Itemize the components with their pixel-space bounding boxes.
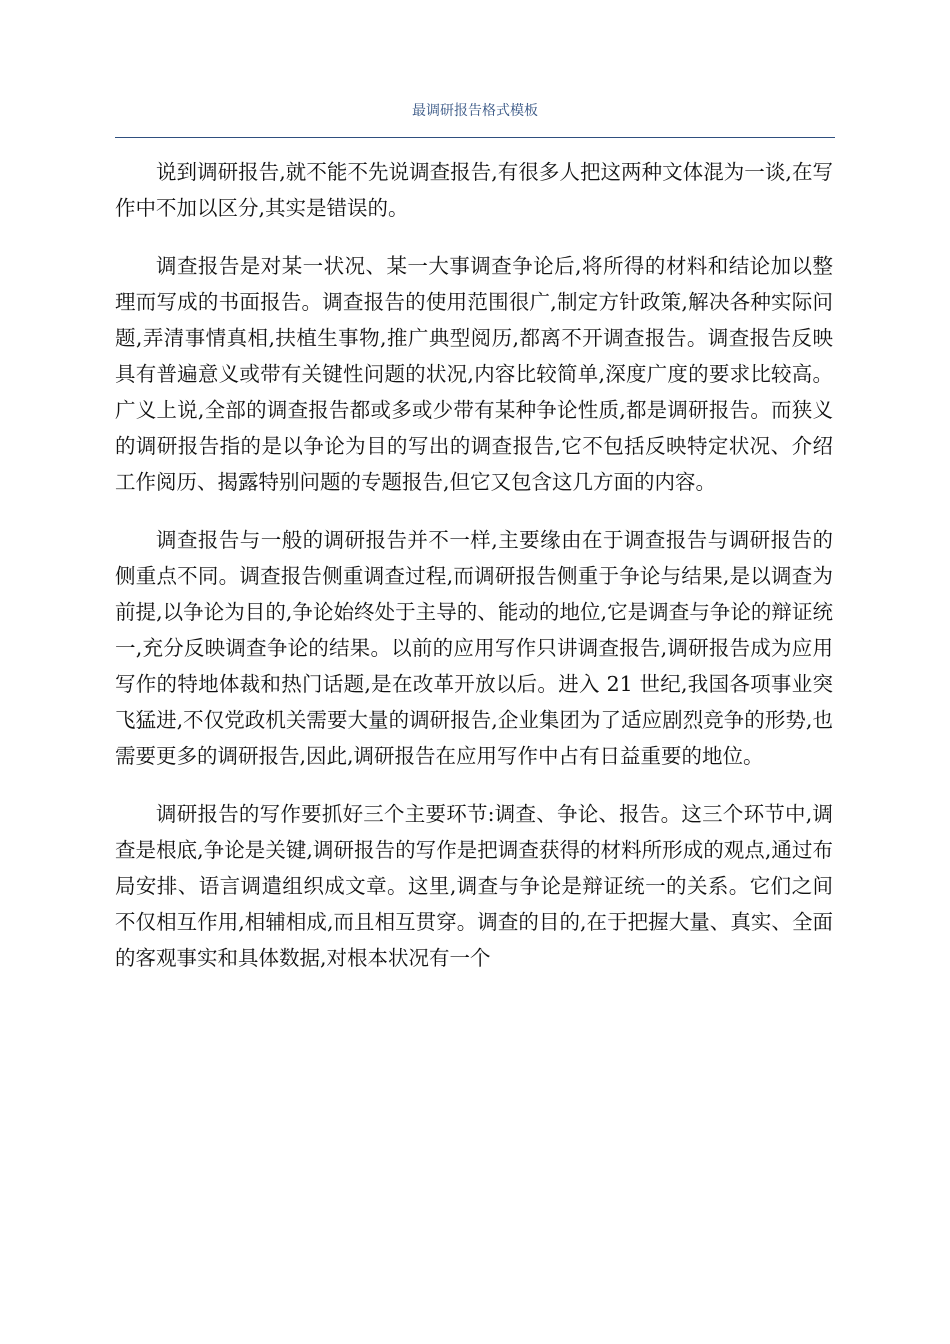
header-divider [115, 137, 835, 138]
paragraph-4: 调研报告的写作要抓好三个主要环节:调查、争论、报告。这三个环节中,调查是根底,争论是关键,调研报告的写作是把调查获得的材料所形成的观点,通过布局安排、语言调遣组织成文章。这里,调查与争论是辩证统一的关系。它们之间不仅相互作用,相辅相成,而且相互贯穿。调查的目的,在于把握大量、真实、全面的客观事实和具体数据,对根本状况有一个 [115, 802, 833, 970]
header-title: 最调研报告格式模板 [412, 103, 538, 119]
paragraph-2: 调查报告是对某一状况、某一大事调查争论后,将所得的材料和结论加以整理而写成的书面报告。调查报告的使用范围很广,制定方针政策,解决各种实际问题,弄清事情真相,扶植生事物,推广典型阅历,都离不开调查报告。调查报告反映具有普遍意义或带有关键性问题的状况,内容比较简单,深度广度的要求比较高。广义上说,全部的调查报告都或多或少带有某种争论性质,都是调研报告。而狭义的调研报告指的是以争论为目的写出的调查报告,它不包括反映特定状况、介绍工作阅历、揭露特别问题的专题报告,但它又包含这几方面的内容。 [115, 254, 833, 494]
document-body [115, 154, 833, 998]
paragraph-1: 说到调研报告,就不能不先说调查报告,有很多人把这两种文体混为一谈,在写作中不加以区分,其实是错误的。 [115, 160, 833, 220]
paragraph-3: 调查报告与一般的调研报告并不一样,主要缘由在于调查报告与调研报告的侧重点不同。调查报告侧重调查过程,而调研报告侧重于争论与结果,是以调查为前提,以争论为目的,争论始终处于主导的、能动的地位,它是调查与争论的辩证统一,充分反映调查争论的结果。以前的应用写作只讲调查报告,调研报告成为应用写作的特地体裁和热门话题,是在改革开放以后。进入 21 世纪,我国各项事业突飞猛进,不仅党政机关需要大量的调研报告,企业集团为了适应剧烈竞争的形势,也需要更多的调研报告,因此,调研报告在应用写作中占有日益重要的地位。 [115, 528, 833, 768]
